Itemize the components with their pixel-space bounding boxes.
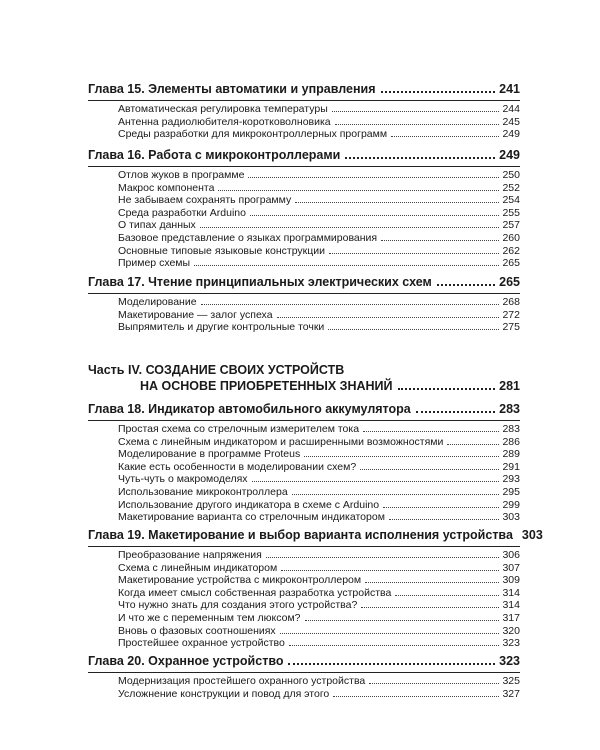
section-list	[118, 296, 520, 334]
entry-title: Что нужно знать для создания этого устройства?	[118, 599, 358, 612]
entry-page: 317	[502, 611, 520, 624]
entry-page: 272	[502, 308, 520, 321]
entry-page: 286	[502, 435, 520, 448]
toc-entry[interactable]	[118, 625, 520, 638]
leader-dots	[280, 633, 500, 634]
leader-dots	[416, 411, 495, 413]
entry-title: Простая схема со стрелочным измерителем тока	[118, 423, 360, 435]
entry-page: 303	[502, 511, 520, 524]
toc-entry[interactable]	[118, 257, 520, 270]
toc-entry[interactable]	[118, 103, 520, 116]
entry-title: Базовое представление о языках программирования	[118, 231, 378, 244]
entry-page: 291	[502, 460, 520, 473]
entry-page: 327	[502, 687, 520, 700]
entry-page: 307	[502, 561, 520, 574]
leader-dots	[288, 663, 495, 665]
leader-dots	[277, 317, 500, 318]
section-list	[118, 169, 520, 270]
leader-dots	[200, 227, 500, 228]
chapter-heading[interactable]	[88, 402, 520, 417]
entry-page: 254	[502, 194, 520, 207]
entry-page: 260	[502, 231, 520, 244]
toc-entry[interactable]	[118, 423, 520, 436]
leader-dots	[345, 157, 495, 159]
toc-entry[interactable]	[118, 574, 520, 587]
entry-title: Макрос компонента	[118, 181, 215, 194]
entry-page: 268	[502, 296, 520, 308]
leader-dots	[381, 240, 499, 241]
entry-title: Среды разработки для микроконтроллерных программ	[118, 128, 388, 141]
leader-dots	[369, 683, 499, 684]
leader-dots	[335, 124, 500, 125]
leader-dots	[304, 456, 499, 457]
toc-entry[interactable]	[118, 296, 520, 309]
entry-page: 265	[502, 257, 520, 270]
toc-entry[interactable]	[118, 207, 520, 220]
leader-dots	[383, 507, 499, 508]
leader-dots	[295, 202, 499, 203]
leader-dots	[292, 494, 500, 495]
part-heading[interactable]	[88, 362, 520, 394]
toc-entry[interactable]	[118, 321, 520, 334]
chapter-title: Глава 16. Работа с микроконтроллерами	[88, 148, 341, 162]
toc-entry[interactable]	[118, 245, 520, 258]
chapter-title: Глава 15. Элементы автоматики и управления	[88, 82, 376, 96]
leader-dots	[305, 620, 500, 621]
leader-dots	[381, 91, 496, 93]
entry-page: 244	[502, 103, 520, 115]
leader-dots	[289, 645, 500, 646]
entry-title: Отлов жуков в программе	[118, 169, 245, 181]
leader-dots	[252, 481, 500, 482]
toc-entry[interactable]	[118, 309, 520, 322]
chapter-19	[88, 528, 543, 650]
leader-dots	[281, 570, 499, 571]
entry-page: 249	[502, 128, 520, 141]
leader-dots	[360, 469, 499, 470]
toc-entry[interactable]	[118, 461, 520, 474]
toc-entry[interactable]	[118, 219, 520, 232]
entry-page: 323	[502, 637, 520, 650]
leader-dots	[437, 284, 495, 286]
entry-page: 283	[502, 423, 520, 435]
toc-entry[interactable]	[118, 128, 520, 141]
toc-entry[interactable]	[118, 169, 520, 182]
entry-title: Когда имеет смысл собственная разработка устройства	[118, 586, 392, 599]
leader-dots	[365, 582, 499, 583]
entry-page: 295	[502, 485, 520, 498]
part-page: 281	[499, 379, 520, 393]
leader-dots	[218, 190, 499, 191]
section-list	[118, 675, 520, 700]
part-title-line1: Часть IV. СОЗДАНИЕ СВОИХ УСТРОЙСТВ	[88, 363, 345, 377]
toc-entry[interactable]	[118, 675, 520, 688]
entry-title: Преобразование напряжения	[118, 549, 262, 561]
leader-dots	[194, 265, 499, 266]
chapter-rule	[88, 293, 520, 294]
entry-title: Среда разработки Arduino	[118, 206, 246, 219]
toc-entry[interactable]	[118, 448, 520, 461]
chapter-rule	[88, 672, 520, 673]
toc-entry[interactable]	[118, 562, 520, 575]
toc-entry[interactable]	[118, 612, 520, 625]
entry-title: Антенна радиолюбителя-коротковолновика	[118, 115, 331, 128]
leader-dots	[391, 136, 499, 137]
entry-title: Простейшее охранное устройство	[118, 637, 285, 650]
chapter-title: Глава 17. Чтение принципиальных электрических схем	[88, 275, 432, 289]
chapter-page: 241	[499, 82, 520, 96]
leader-dots	[248, 177, 499, 178]
leader-dots	[389, 519, 500, 520]
toc-entry[interactable]	[118, 473, 520, 486]
leader-dots	[332, 111, 500, 112]
leader-dots	[395, 595, 499, 596]
chapter-page: 283	[499, 402, 520, 416]
leader-dots	[363, 431, 499, 432]
chapter-16	[88, 148, 520, 270]
leader-dots	[201, 304, 500, 305]
entry-page: 325	[502, 675, 520, 687]
chapter-15	[88, 82, 520, 141]
leader-dots	[329, 253, 499, 254]
entry-title: Выпрямитель и другие контрольные точки	[118, 321, 325, 334]
entry-title: Схема с линейным индикатором	[118, 561, 278, 574]
entry-title: Использование другого индикатора в схеме с Arduino	[118, 498, 380, 511]
entry-title: Какие есть особенности в моделировании схем?	[118, 460, 357, 473]
entry-title: Автоматическая регулировка температуры	[118, 103, 328, 115]
toc-entry[interactable]	[118, 194, 520, 207]
entry-title: Макетирование устройства с микроконтроллером	[118, 574, 362, 587]
chapter-heading[interactable]	[88, 82, 520, 97]
leader-dots	[361, 607, 499, 608]
chapter-rule	[88, 546, 520, 547]
chapter-rule	[88, 100, 520, 101]
toc-entry[interactable]	[118, 587, 520, 600]
section-list	[118, 103, 520, 141]
chapter-18	[88, 402, 520, 524]
chapter-title: Глава 18. Индикатор автомобильного аккумулятора	[88, 402, 411, 416]
toc-entry[interactable]	[118, 486, 520, 499]
entry-page: 252	[502, 181, 520, 194]
entry-title: Модернизация простейшего охранного устройства	[118, 675, 366, 687]
entry-title: Схема с линейным индикатором и расширенными возможностями	[118, 435, 444, 448]
entry-title: Моделирование в программе Proteus	[118, 448, 301, 461]
section-list	[118, 423, 520, 524]
entry-title: О типах данных	[118, 219, 196, 232]
entry-page: 320	[502, 624, 520, 637]
entry-page: 314	[502, 586, 520, 599]
chapter-page: 265	[499, 275, 520, 289]
chapter-rule	[88, 166, 520, 167]
toc-entry[interactable]	[118, 232, 520, 245]
entry-page: 255	[502, 206, 520, 219]
toc-entry[interactable]	[118, 116, 520, 129]
chapter-heading[interactable]	[88, 275, 520, 290]
toc-entry[interactable]	[118, 499, 520, 512]
chapter-heading[interactable]	[88, 654, 520, 669]
entry-title: Основные типовые языковые конструкции	[118, 244, 326, 257]
entry-title: Вновь о фазовых соотношениях	[118, 624, 276, 637]
toc-entry[interactable]	[118, 436, 520, 449]
part-title-line2-row	[140, 378, 520, 394]
toc-entry[interactable]	[118, 688, 520, 701]
chapter-title: Глава 19. Макетирование и выбор варианта исполнения устройства	[88, 528, 513, 542]
leader-dots	[328, 329, 499, 330]
chapter-title: Глава 20. Охранное устройство	[88, 654, 284, 668]
entry-title: Усложнение конструкции и повод для этого	[118, 687, 330, 700]
entry-page: 299	[502, 498, 520, 511]
entry-page: 250	[502, 169, 520, 181]
entry-title: Макетирование варианта со стрелочным индикатором	[118, 511, 385, 524]
entry-page: 245	[502, 115, 520, 128]
leader-dots	[266, 557, 500, 558]
entry-page: 293	[502, 473, 520, 486]
chapter-heading[interactable]	[88, 528, 543, 543]
leader-dots	[398, 388, 496, 390]
entry-title: Макетирование — залог успеха	[118, 308, 273, 321]
toc-entry[interactable]	[118, 637, 520, 650]
entry-page: 306	[502, 549, 520, 561]
entry-title: Пример схемы	[118, 257, 191, 270]
chapter-17	[88, 275, 520, 334]
chapter-rule	[88, 420, 520, 421]
leader-dots	[333, 696, 499, 697]
toc-entry[interactable]	[118, 599, 520, 612]
entry-title: Не забываем сохранять программу	[118, 194, 292, 207]
entry-title: Использование микроконтроллера	[118, 485, 288, 498]
entry-page: 275	[502, 321, 520, 334]
entry-page: 262	[502, 244, 520, 257]
section-list	[118, 549, 520, 650]
entry-title: Моделирование	[118, 296, 197, 308]
chapter-20	[88, 654, 520, 700]
chapter-page: 303	[521, 528, 543, 542]
entry-page: 309	[502, 574, 520, 587]
leader-dots	[250, 215, 500, 216]
entry-page: 314	[502, 599, 520, 612]
chapter-page: 323	[499, 654, 520, 668]
chapter-page: 249	[499, 148, 520, 162]
entry-page: 289	[502, 448, 520, 461]
chapter-heading[interactable]	[88, 148, 520, 163]
entry-title: Чуть-чуть о макромоделях	[118, 473, 248, 486]
toc-entry[interactable]	[118, 549, 520, 562]
toc-entry[interactable]	[118, 511, 520, 524]
leader-dots	[447, 444, 499, 445]
entry-page: 257	[502, 219, 520, 232]
entry-title: И что же с переменным тем люксом?	[118, 611, 301, 624]
part-title-line2: НА ОСНОВЕ ПРИОБРЕТЕННЫХ ЗНАНИЙ	[140, 379, 393, 393]
toc-entry[interactable]	[118, 182, 520, 195]
